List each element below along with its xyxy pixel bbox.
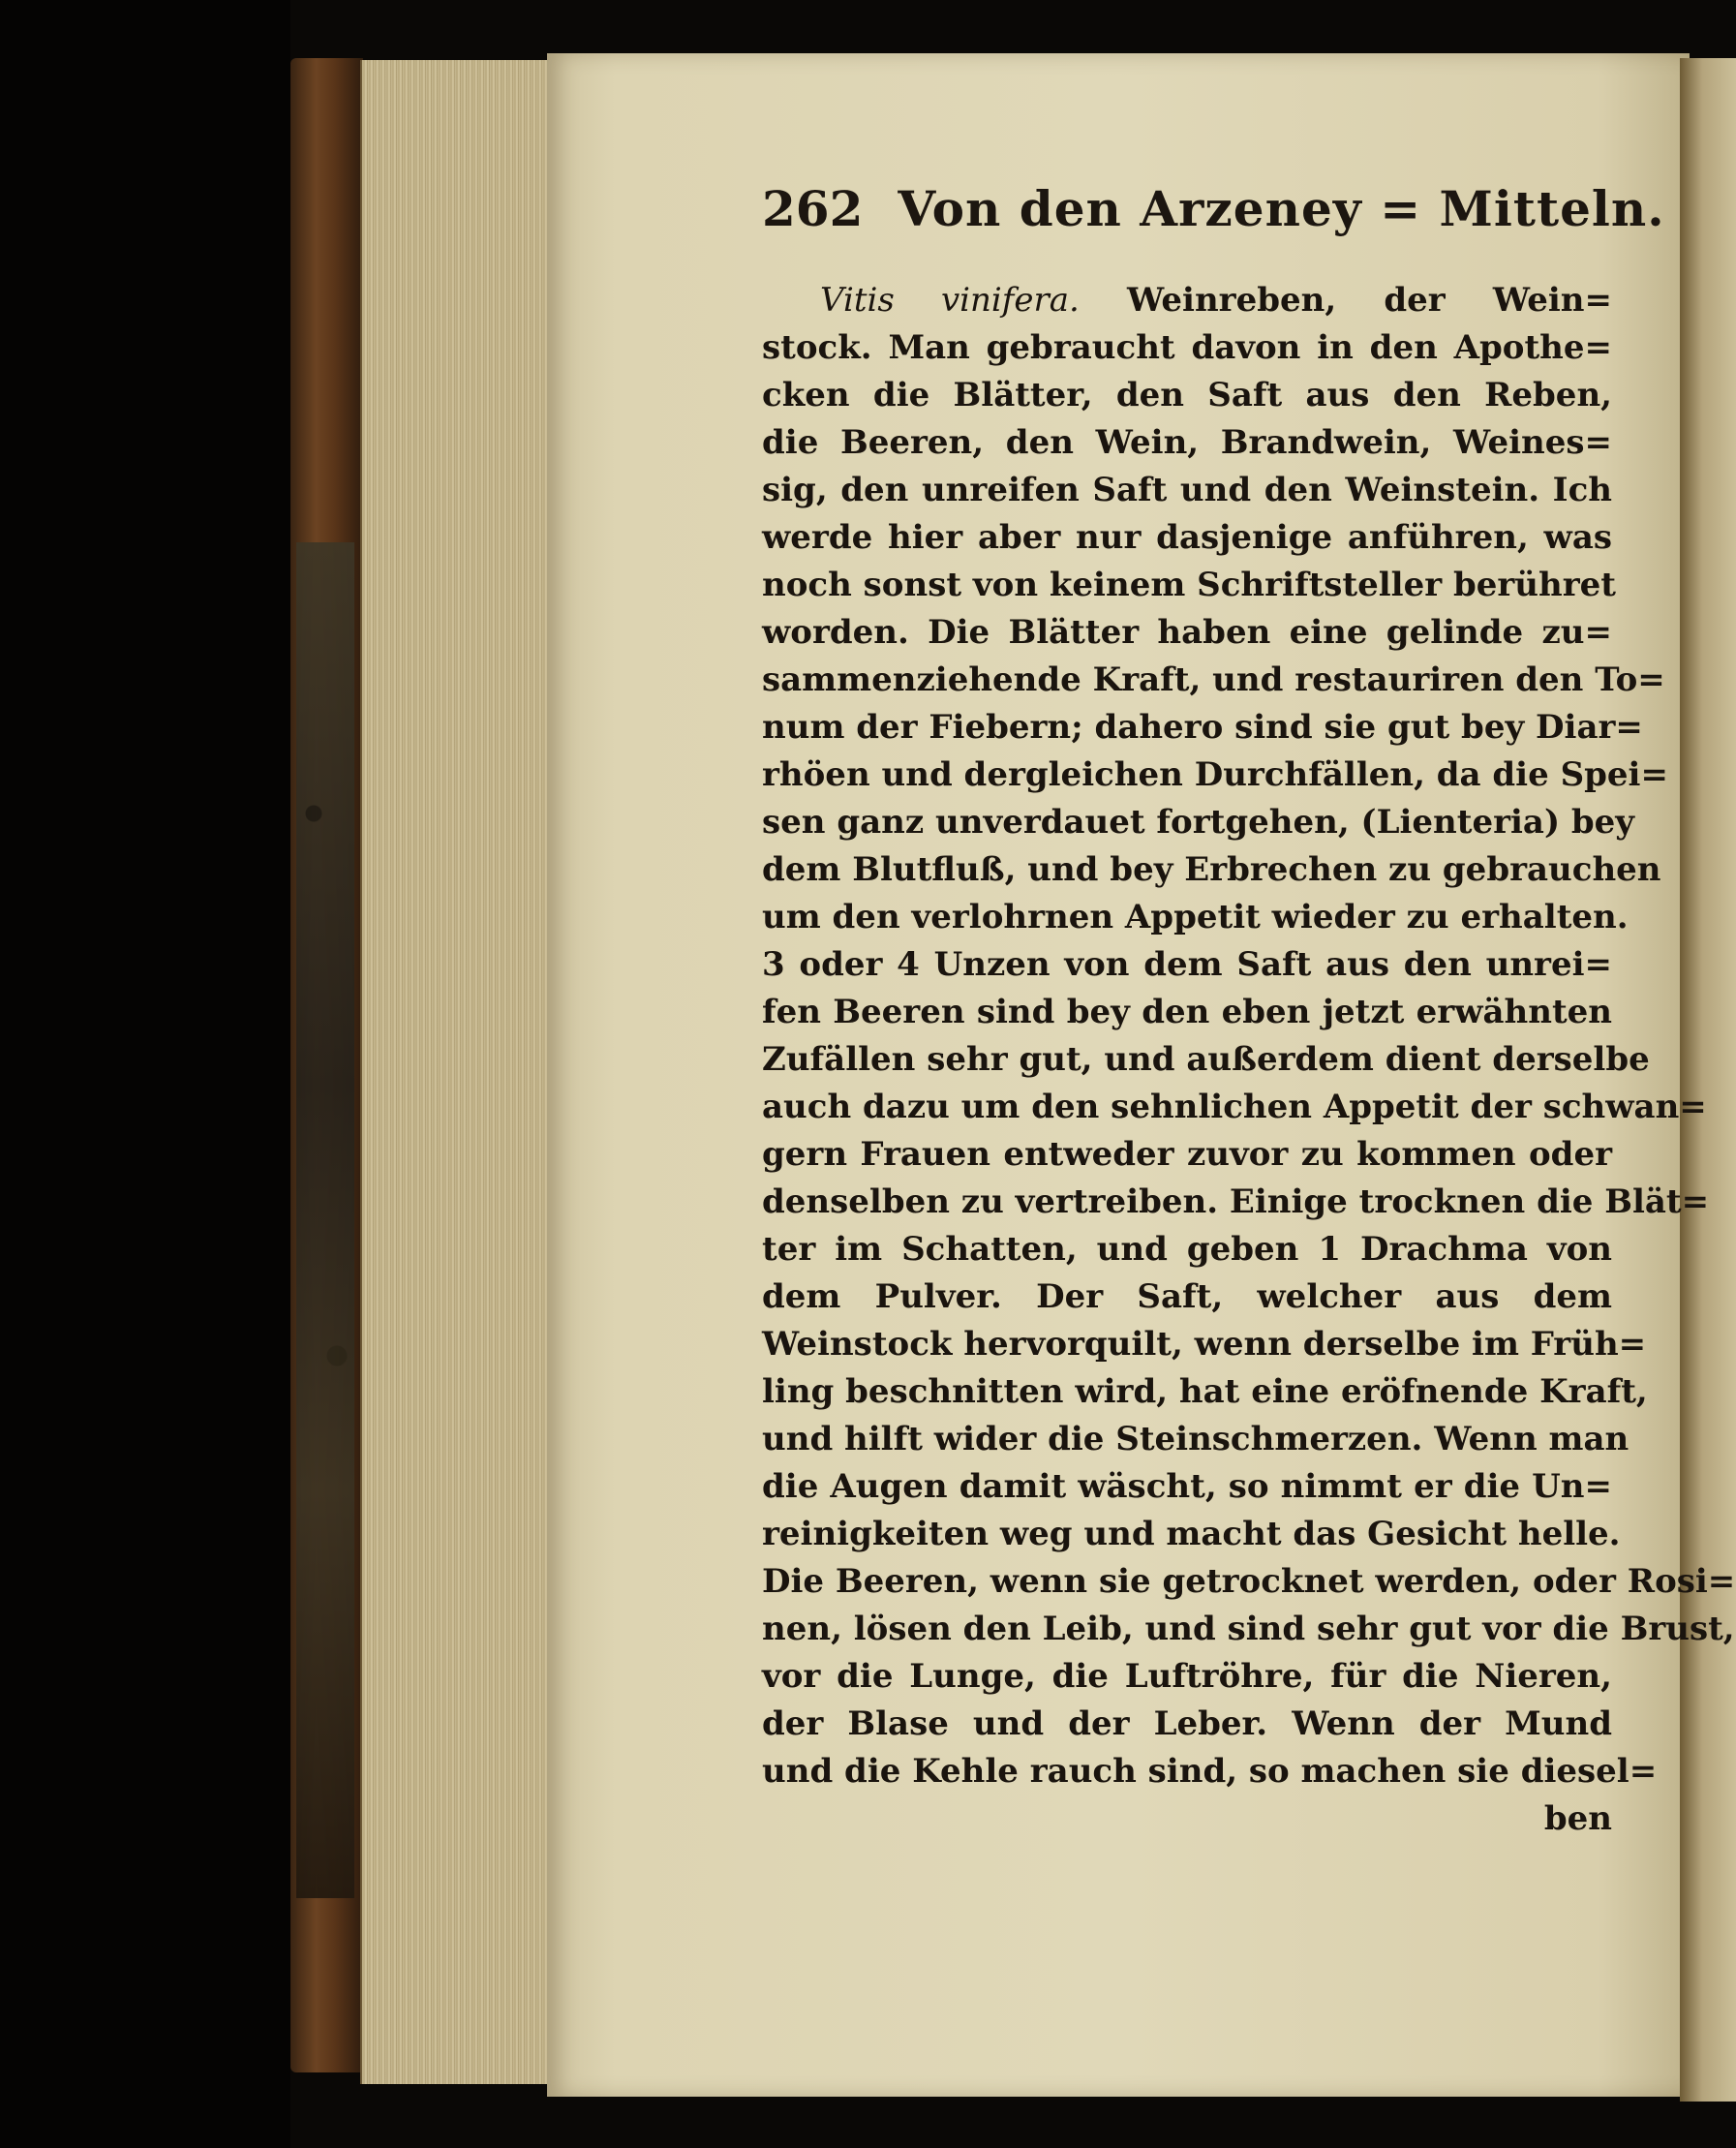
line-text: und hilft wider die Steinschmerzen. Wenn man <box>762 1420 1629 1458</box>
text-line <box>762 1748 1658 1795</box>
line-text: gern Frauen entweder zuvor zu kommen oder <box>762 1135 1612 1174</box>
line-text: fen Beeren sind bey den eben jetzt erwähnten <box>762 993 1612 1031</box>
text-line <box>762 419 1612 467</box>
line-text: um den verlohrnen Appetit wieder zu erhalten. <box>762 898 1629 936</box>
line-text: der Blase und der Leber. Wenn der Mund <box>762 1704 1612 1743</box>
line-text: num der Fiebern; dahero sind sie gut bey Diar= <box>762 708 1643 747</box>
line-text: worden. Die Blätter haben eine gelinde zu= <box>762 613 1612 652</box>
line-text: sen ganz unverdauet fortgehen, (Lienteria) bey <box>762 803 1635 842</box>
text-line <box>762 562 1616 609</box>
line-text: Weinstock hervorquilt, wenn derselbe im Früh= <box>762 1325 1647 1364</box>
line-text: werde hier aber nur dasjenige anführen, was <box>762 518 1612 557</box>
line-text: 3 oder 4 Unzen von dem Saft aus den unrei= <box>762 945 1612 984</box>
line-text: Die Beeren, wenn sie getrocknet werden, oder Rosi= <box>762 1562 1736 1601</box>
cover-marbling <box>296 542 354 1898</box>
page-number: 262 <box>762 180 864 237</box>
text-line <box>762 1653 1612 1701</box>
line-text: rhöen und dergleichen Durchfällen, da die Spei= <box>762 755 1668 794</box>
line-text: die Beeren, den Wein, Brandwein, Weines= <box>762 423 1612 462</box>
text-line <box>762 1084 1707 1131</box>
line-text: nen, lösen den Leib, und sind sehr gut vor die Brust, <box>762 1610 1735 1648</box>
text-line <box>762 1179 1710 1226</box>
text-line <box>762 1463 1612 1511</box>
catchword: ben <box>1543 1799 1612 1838</box>
text-line <box>762 514 1612 562</box>
text-line <box>762 1606 1735 1653</box>
text-line <box>762 277 1612 324</box>
page-body <box>762 277 1736 1843</box>
text-line <box>762 1701 1612 1748</box>
line-text: reinigkeiten weg und macht das Gesicht helle. <box>762 1515 1621 1553</box>
line-text: vor die Lunge, die Luftröhre, für die Nieren, <box>762 1657 1612 1696</box>
facing-page-edge <box>1680 58 1736 2102</box>
text-line <box>762 1558 1736 1606</box>
text-line <box>762 657 1665 704</box>
text-line <box>762 1321 1647 1368</box>
line-text: ter im Schatten, und geben 1 Drachma von <box>762 1230 1612 1269</box>
text-line <box>762 1511 1621 1558</box>
background-dark <box>0 0 290 2148</box>
running-header <box>762 180 1665 248</box>
running-title: Von den Arzeney = Mitteln. <box>898 180 1665 237</box>
text-line <box>762 324 1612 372</box>
line-text: noch sonst von keinem Schriftsteller berühret <box>762 566 1616 604</box>
page-block-edges <box>360 60 556 2084</box>
text-line <box>762 467 1612 514</box>
line-text: stock. Man gebraucht davon in den Apothe= <box>762 328 1612 367</box>
text-line <box>762 846 1661 894</box>
line-text: die Augen damit wäscht, so nimmt er die Un= <box>762 1467 1612 1506</box>
text-line <box>762 372 1612 419</box>
line-text: Zufällen sehr gut, und außerdem dient derselbe <box>762 1040 1650 1079</box>
text-line <box>762 799 1635 846</box>
text-line <box>762 941 1612 989</box>
line-text: sig, den unreifen Saft und den Weinstein. Ich <box>762 471 1612 509</box>
text-line <box>762 1036 1650 1084</box>
line-text: ling beschnitten wird, hat eine eröfnende Kraft, <box>762 1372 1648 1411</box>
text-line <box>762 989 1612 1036</box>
line-text: und die Kehle rauch sind, so machen sie diesel= <box>762 1752 1658 1791</box>
latin-term: Vitis vinifera. <box>820 281 1080 320</box>
text-line <box>762 752 1668 799</box>
line-text: dem Blutfluß, und bey Erbrechen zu gebrauchen <box>762 850 1661 889</box>
text-line <box>762 1368 1648 1416</box>
line-text: dem Pulver. Der Saft, welcher aus dem <box>762 1277 1612 1316</box>
text-line <box>762 609 1612 657</box>
line-text: denselben zu vertreiben. Einige trocknen die Blät= <box>762 1182 1710 1221</box>
line-text: Weinreben, der Wein= <box>1079 281 1612 320</box>
text-line <box>762 1131 1612 1179</box>
line-text: sammenziehende Kraft, und restauriren den To= <box>762 660 1665 699</box>
text-line <box>762 1226 1612 1273</box>
line-text: cken die Blätter, den Saft aus den Reben, <box>762 376 1612 414</box>
line-text: auch dazu um den sehnlichen Appetit der schwan= <box>762 1088 1707 1126</box>
text-line <box>762 704 1643 752</box>
text-line <box>762 894 1629 941</box>
text-line <box>762 1273 1612 1321</box>
text-line <box>762 1416 1629 1463</box>
